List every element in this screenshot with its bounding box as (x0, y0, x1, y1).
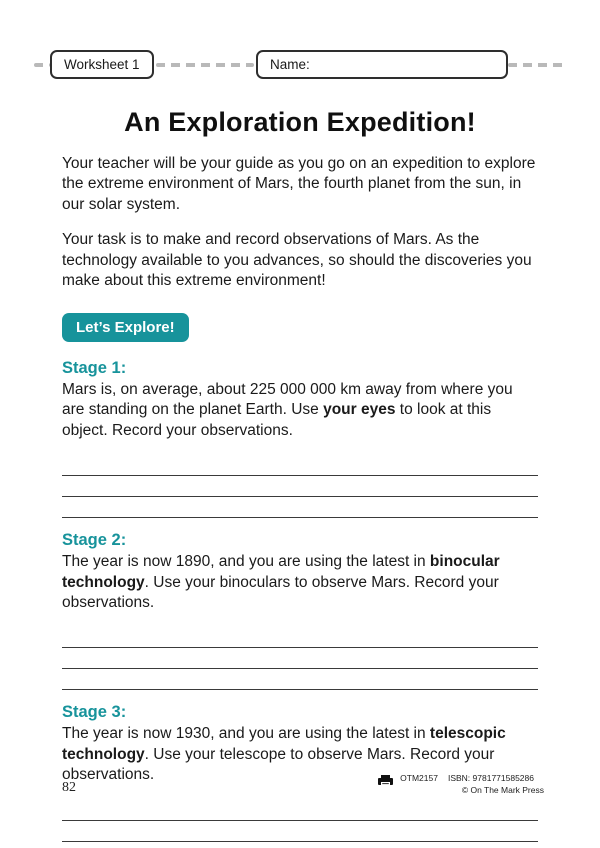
lets-explore-badge: Let’s Explore! (62, 313, 189, 342)
publisher-text (400, 773, 544, 796)
stage-2-text-after: . Use your binoculars to observe Mars. Record your observations. (62, 573, 499, 611)
worksheet-number-box (50, 50, 154, 79)
isbn: ISBN: 9781771585286 (447, 773, 534, 784)
page-footer (62, 773, 544, 796)
stage-3-writing-lines (62, 800, 538, 848)
stage-2-section (62, 531, 538, 690)
stage-1-text-before: Mars is, on average, about 225 000 000 km away from where you are standing on the planet Earth. Use (62, 380, 513, 419)
name-field-box (256, 50, 508, 79)
writing-line (62, 455, 538, 476)
writing-line (62, 476, 538, 497)
page-header (34, 50, 566, 79)
product-code-isbn-row (400, 773, 544, 784)
intro-paragraph-2: Your task is to make and record observations of Mars. As the technology available to you advances, so should the discoveries you make about this extreme environment! (62, 231, 532, 290)
dashed-line (508, 63, 566, 67)
stage-2-heading: Stage 2: (62, 531, 127, 550)
stage-2-writing-lines (62, 627, 538, 690)
writing-line (62, 627, 538, 648)
stage-3-text-after: . Use your telescope to observe Mars. Record your observations. (62, 745, 495, 784)
publisher-name: © On The Mark Press (461, 784, 544, 795)
stage-2-text (62, 552, 538, 613)
stage-3-heading: Stage 3: (62, 703, 127, 722)
page-number: 82 (62, 780, 76, 795)
writing-line (62, 842, 538, 848)
name-field-label: Name: (270, 57, 310, 72)
worksheet-number-label: Worksheet 1 (64, 57, 140, 72)
writing-line (62, 800, 538, 821)
stage-1-section (62, 359, 538, 518)
writing-line (62, 669, 538, 690)
product-code: OTM2157 (400, 773, 438, 784)
stage-1-text-after: to look at this object. Record your observations. (62, 401, 492, 439)
stage-3-text-before: The year is now 1930, and you are using the latest in (62, 725, 430, 743)
stage-1-text (62, 380, 538, 441)
writing-line (62, 821, 538, 842)
stage-1-heading: Stage 1: (62, 358, 127, 377)
publisher-logo-icon (377, 774, 394, 787)
stage-1-writing-lines (62, 455, 538, 518)
worksheet-content (62, 107, 538, 848)
dashed-line (34, 63, 50, 67)
stage-2-text-bold: binocular technology (62, 553, 500, 591)
page-title: An Exploration Expedition! (124, 107, 476, 137)
dashed-line (156, 63, 254, 67)
intro-paragraph-1: Your teacher will be your guide as you go on an expedition to explore the extreme environment of Mars, the fourth planet from the sun, in our solar system. (62, 155, 536, 213)
writing-line (62, 497, 538, 518)
stage-3-text-bold: telescopic technology (62, 725, 506, 763)
stage-2-text-before: The year is now 1890, and you are using the latest in (62, 553, 430, 571)
writing-line (62, 648, 538, 669)
stage-1-text-bold: your eyes (323, 401, 396, 419)
publisher-info (377, 773, 544, 796)
